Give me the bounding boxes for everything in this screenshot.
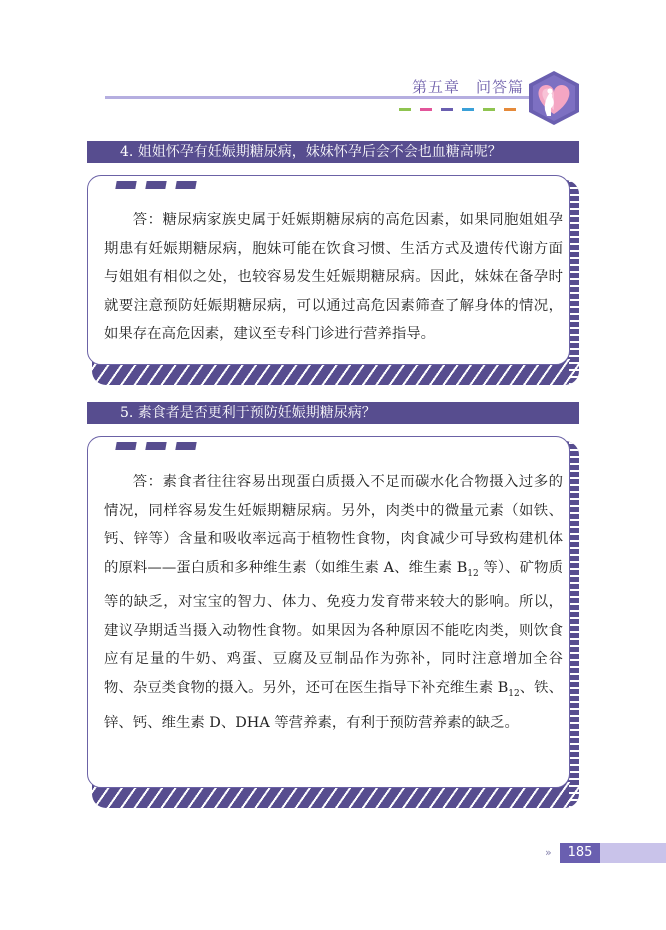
- chapter-title: 第五章 问答篇: [412, 78, 525, 96]
- answer-box-side-hatching: [569, 180, 579, 385]
- header-dash-1: [399, 108, 411, 111]
- square-mark: [145, 442, 166, 450]
- header-rule: [105, 96, 537, 99]
- subscript: 12: [508, 688, 520, 699]
- question-title: 5. 素食者是否更利于预防妊娠期糖尿病？: [120, 405, 376, 421]
- heart-hexagon-icon: [527, 70, 581, 126]
- header-dash-3: [441, 108, 453, 111]
- answer-paragraph: 答：糖尿病家族史属于妊娠期糖尿病的高危因素，如果同胞姐姐孕期患有妊娠期糖尿病，胞妹可能在饮食习惯、生活方式及遗传代谢方面与姐姐有相似之处，也较容易发生妊娠期糖尿病。因此，妹妹在备孕时就要注意预防妊娠期糖尿病，可以通过高危因素筛查了解身体的情况，如果存在高危因素，建议至专科门诊进行营养指导。: [104, 212, 563, 343]
- question-bar: [87, 141, 579, 163]
- header-dash-2: [420, 108, 432, 111]
- answer-text: [104, 468, 563, 737]
- answer-text: [104, 206, 563, 349]
- square-mark: [175, 181, 196, 189]
- chevron-right-icon: »: [545, 846, 552, 859]
- answer-part: 、铁、锌、钙、维生素 D、DHA 等营养素，有利于预防营养素的缺乏。: [104, 680, 563, 731]
- header-dash-4: [462, 108, 474, 111]
- page-number: 185: [560, 843, 600, 863]
- answer-paragraph: [104, 468, 563, 737]
- decorative-squares: [116, 181, 196, 189]
- answer-part: 等）、矿物质等的缺乏，对宝宝的智力、体力、免疫力发育带来较大的影响。所以，建议孕期适当摄入动物性食物。如果因为各种原因不能吃肉类，则饮食应有足量的牛奶、鸡蛋、豆腐及豆制品作为弥补，同时注意增加全谷物、杂豆类食物的摄入。另外，还可在医生指导下补充维生素 B: [104, 559, 563, 697]
- page-number-bar: [560, 843, 666, 863]
- answer-box: [87, 175, 570, 365]
- question-title: 4. 姐姐怀孕有妊娠期糖尿病，妹妹怀孕后会不会也血糖高呢？: [120, 144, 502, 160]
- subscript: 12: [467, 568, 479, 579]
- square-mark: [175, 442, 196, 450]
- decorative-squares: [116, 442, 196, 450]
- answer-box-side-hatching: [569, 441, 579, 808]
- square-mark: [145, 181, 166, 189]
- square-mark: [115, 442, 136, 450]
- header-dash-6: [504, 108, 516, 111]
- answer-part: 答：素食者往往容易出现蛋白质摄入不足而碳水化合物摄入过多的情况，同样容易发生妊娠期糖尿病。另外，肉类中的微量元素（如铁、钙、锌等）含量和吸收率远高于植物性食物，肉食减少可导致构建机体的原料——蛋白质和多种维生素（如维生素 A、维生素 B: [104, 474, 563, 576]
- answer-box: [87, 436, 570, 788]
- header-dash-5: [483, 108, 495, 111]
- question-bar: [87, 402, 579, 424]
- square-mark: [115, 181, 136, 189]
